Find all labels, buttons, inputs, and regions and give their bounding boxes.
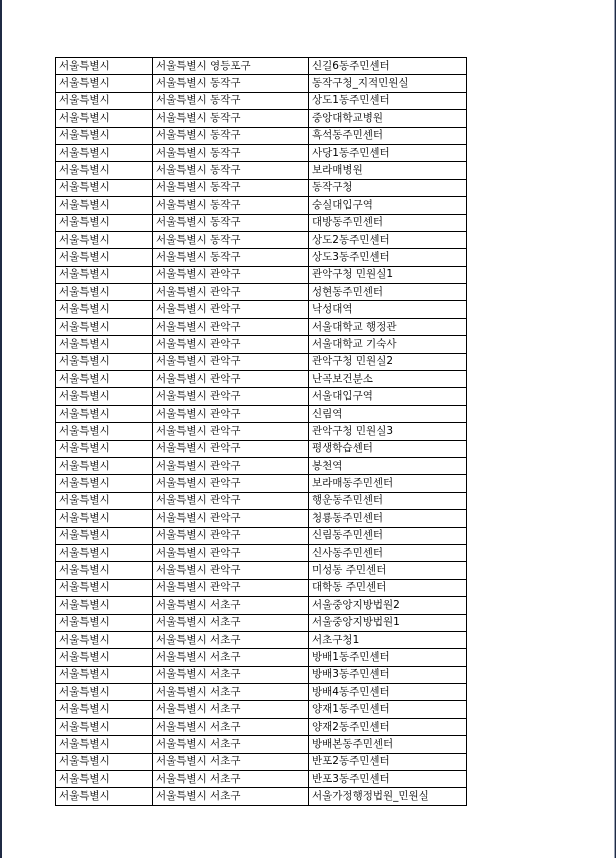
table-row — [56, 457, 467, 474]
table-row — [56, 631, 467, 648]
city-cell: 서울특별시 — [56, 318, 153, 335]
city-cell: 서울특별시 — [56, 684, 153, 701]
table-row — [56, 179, 467, 196]
place-cell: 성현동주민센터 — [309, 284, 467, 301]
district-cell: 서울특별시 서초구 — [153, 788, 309, 805]
city-cell: 서울특별시 — [56, 736, 153, 753]
table-row — [56, 579, 467, 596]
place-cell: 평생학습센터 — [309, 440, 467, 457]
place-cell: 신사동주민센터 — [309, 544, 467, 561]
place-cell: 상도1동주민센터 — [309, 92, 467, 109]
city-cell: 서울특별시 — [56, 197, 153, 214]
city-cell: 서울특별시 — [56, 249, 153, 266]
city-cell: 서울특별시 — [56, 771, 153, 788]
district-cell: 서울특별시 관악구 — [153, 544, 309, 561]
table-row — [56, 197, 467, 214]
city-cell: 서울특별시 — [56, 284, 153, 301]
place-cell: 보라매동주민센터 — [309, 475, 467, 492]
city-cell: 서울특별시 — [56, 301, 153, 318]
district-cell: 서울특별시 관악구 — [153, 457, 309, 474]
city-cell: 서울특별시 — [56, 510, 153, 527]
district-cell: 서울특별시 동작구 — [153, 179, 309, 196]
place-cell: 방배3동주민센터 — [309, 666, 467, 683]
table-row — [56, 249, 467, 266]
place-cell: 서초구청1 — [309, 631, 467, 648]
city-cell: 서울특별시 — [56, 614, 153, 631]
district-cell: 서울특별시 동작구 — [153, 75, 309, 92]
city-cell: 서울특별시 — [56, 544, 153, 561]
city-cell: 서울특별시 — [56, 492, 153, 509]
place-cell: 사당1동주민센터 — [309, 144, 467, 161]
district-cell: 서울특별시 관악구 — [153, 405, 309, 422]
district-cell: 서울특별시 동작구 — [153, 214, 309, 231]
table-row — [56, 75, 467, 92]
table-row — [56, 544, 467, 561]
city-cell: 서울특별시 — [56, 405, 153, 422]
place-cell: 대방동주민센터 — [309, 214, 467, 231]
district-cell: 서울특별시 관악구 — [153, 318, 309, 335]
district-cell: 서울특별시 관악구 — [153, 336, 309, 353]
place-cell: 청룡동주민센터 — [309, 510, 467, 527]
place-cell: 반포3동주민센터 — [309, 771, 467, 788]
city-cell: 서울특별시 — [56, 440, 153, 457]
table-row — [56, 701, 467, 718]
place-cell: 난곡보건분소 — [309, 371, 467, 388]
table-row — [56, 231, 467, 248]
table-row — [56, 718, 467, 735]
city-cell: 서울특별시 — [56, 110, 153, 127]
city-cell: 서울특별시 — [56, 144, 153, 161]
city-cell: 서울특별시 — [56, 423, 153, 440]
table-row — [56, 284, 467, 301]
district-cell: 서울특별시 동작구 — [153, 127, 309, 144]
table-row — [56, 753, 467, 770]
city-cell: 서울특별시 — [56, 753, 153, 770]
district-cell: 서울특별시 관악구 — [153, 562, 309, 579]
table-row — [56, 771, 467, 788]
table-row — [56, 405, 467, 422]
place-cell: 방배본동주민센터 — [309, 736, 467, 753]
location-table — [55, 57, 467, 806]
district-cell: 서울특별시 서초구 — [153, 736, 309, 753]
district-cell: 서울특별시 동작구 — [153, 197, 309, 214]
place-cell: 행운동주민센터 — [309, 492, 467, 509]
place-cell: 동작구청 — [309, 179, 467, 196]
district-cell: 서울특별시 관악구 — [153, 527, 309, 544]
district-cell: 서울특별시 서초구 — [153, 684, 309, 701]
table-row — [56, 614, 467, 631]
city-cell: 서울특별시 — [56, 475, 153, 492]
city-cell: 서울특별시 — [56, 353, 153, 370]
city-cell: 서울특별시 — [56, 179, 153, 196]
place-cell: 서울중앙지방법원1 — [309, 614, 467, 631]
district-cell: 서울특별시 동작구 — [153, 144, 309, 161]
table-row — [56, 353, 467, 370]
district-cell: 서울특별시 관악구 — [153, 440, 309, 457]
place-cell: 반포2동주민센터 — [309, 753, 467, 770]
table-body — [56, 58, 467, 806]
district-cell: 서울특별시 서초구 — [153, 631, 309, 648]
table-row — [56, 423, 467, 440]
place-cell: 관악구청 민원실1 — [309, 266, 467, 283]
city-cell: 서울특별시 — [56, 75, 153, 92]
table-row — [56, 684, 467, 701]
city-cell: 서울특별시 — [56, 527, 153, 544]
table-row — [56, 144, 467, 161]
place-cell: 방배1동주민센터 — [309, 649, 467, 666]
district-cell: 서울특별시 서초구 — [153, 771, 309, 788]
place-cell: 봉천역 — [309, 457, 467, 474]
city-cell: 서울특별시 — [56, 579, 153, 596]
city-cell: 서울특별시 — [56, 631, 153, 648]
city-cell: 서울특별시 — [56, 127, 153, 144]
district-cell: 서울특별시 동작구 — [153, 231, 309, 248]
city-cell: 서울특별시 — [56, 92, 153, 109]
table-row — [56, 336, 467, 353]
district-cell: 서울특별시 서초구 — [153, 614, 309, 631]
place-cell: 서울대입구역 — [309, 388, 467, 405]
district-cell: 서울특별시 서초구 — [153, 649, 309, 666]
district-cell: 서울특별시 관악구 — [153, 579, 309, 596]
table-row — [56, 736, 467, 753]
city-cell: 서울특별시 — [56, 788, 153, 805]
district-cell: 서울특별시 관악구 — [153, 475, 309, 492]
district-cell: 서울특별시 동작구 — [153, 110, 309, 127]
table-row — [56, 649, 467, 666]
place-cell: 서울중앙지방법원2 — [309, 597, 467, 614]
city-cell: 서울특별시 — [56, 666, 153, 683]
city-cell: 서울특별시 — [56, 162, 153, 179]
district-cell: 서울특별시 동작구 — [153, 92, 309, 109]
place-cell: 흑석동주민센터 — [309, 127, 467, 144]
district-cell: 서울특별시 관악구 — [153, 284, 309, 301]
city-cell: 서울특별시 — [56, 231, 153, 248]
table-row — [56, 562, 467, 579]
document-page — [2, 0, 615, 858]
city-cell: 서울특별시 — [56, 457, 153, 474]
table-row — [56, 475, 467, 492]
place-cell: 동작구청_지적민원실 — [309, 75, 467, 92]
place-cell: 보라매병원 — [309, 162, 467, 179]
table-row — [56, 318, 467, 335]
district-cell: 서울특별시 서초구 — [153, 666, 309, 683]
district-cell: 서울특별시 동작구 — [153, 162, 309, 179]
table-row — [56, 492, 467, 509]
table-row — [56, 214, 467, 231]
district-cell: 서울특별시 서초구 — [153, 753, 309, 770]
table-row — [56, 162, 467, 179]
district-cell: 서울특별시 관악구 — [153, 510, 309, 527]
district-cell: 서울특별시 관악구 — [153, 266, 309, 283]
district-cell: 서울특별시 서초구 — [153, 597, 309, 614]
place-cell: 낙성대역 — [309, 301, 467, 318]
district-cell: 서울특별시 서초구 — [153, 701, 309, 718]
city-cell: 서울특별시 — [56, 649, 153, 666]
district-cell: 서울특별시 영등포구 — [153, 58, 309, 75]
place-cell: 관악구청 민원실3 — [309, 423, 467, 440]
district-cell: 서울특별시 관악구 — [153, 388, 309, 405]
table-row — [56, 371, 467, 388]
place-cell: 양재2동주민센터 — [309, 718, 467, 735]
place-cell: 양재1동주민센터 — [309, 701, 467, 718]
city-cell: 서울특별시 — [56, 58, 153, 75]
place-cell: 상도2동주민센터 — [309, 231, 467, 248]
city-cell: 서울특별시 — [56, 336, 153, 353]
place-cell: 중앙대학교병원 — [309, 110, 467, 127]
district-cell: 서울특별시 서초구 — [153, 718, 309, 735]
table-row — [56, 666, 467, 683]
table-row — [56, 266, 467, 283]
district-cell: 서울특별시 관악구 — [153, 423, 309, 440]
table-row — [56, 127, 467, 144]
place-cell: 서울가정행정법원_민원실 — [309, 788, 467, 805]
place-cell: 신림역 — [309, 405, 467, 422]
city-cell: 서울특별시 — [56, 597, 153, 614]
table-row — [56, 58, 467, 75]
place-cell: 서울대학교 행정관 — [309, 318, 467, 335]
city-cell: 서울특별시 — [56, 266, 153, 283]
city-cell: 서울특별시 — [56, 718, 153, 735]
table-row — [56, 388, 467, 405]
table-row — [56, 110, 467, 127]
district-cell: 서울특별시 관악구 — [153, 492, 309, 509]
place-cell: 방배4동주민센터 — [309, 684, 467, 701]
city-cell: 서울특별시 — [56, 371, 153, 388]
district-cell: 서울특별시 관악구 — [153, 353, 309, 370]
place-cell: 신림동주민센터 — [309, 527, 467, 544]
city-cell: 서울특별시 — [56, 214, 153, 231]
table-row — [56, 597, 467, 614]
place-cell: 대학동 주민센터 — [309, 579, 467, 596]
place-cell: 서울대학교 기숙사 — [309, 336, 467, 353]
place-cell: 관악구청 민원실2 — [309, 353, 467, 370]
table-row — [56, 788, 467, 805]
place-cell: 숭실대입구역 — [309, 197, 467, 214]
city-cell: 서울특별시 — [56, 701, 153, 718]
place-cell: 미성동 주민센터 — [309, 562, 467, 579]
city-cell: 서울특별시 — [56, 388, 153, 405]
district-cell: 서울특별시 동작구 — [153, 249, 309, 266]
table-row — [56, 527, 467, 544]
place-cell: 상도3동주민센터 — [309, 249, 467, 266]
table-row — [56, 440, 467, 457]
district-cell: 서울특별시 관악구 — [153, 371, 309, 388]
table-row — [56, 510, 467, 527]
place-cell: 신길6동주민센터 — [309, 58, 467, 75]
district-cell: 서울특별시 관악구 — [153, 301, 309, 318]
city-cell: 서울특별시 — [56, 562, 153, 579]
table-row — [56, 92, 467, 109]
table-row — [56, 301, 467, 318]
